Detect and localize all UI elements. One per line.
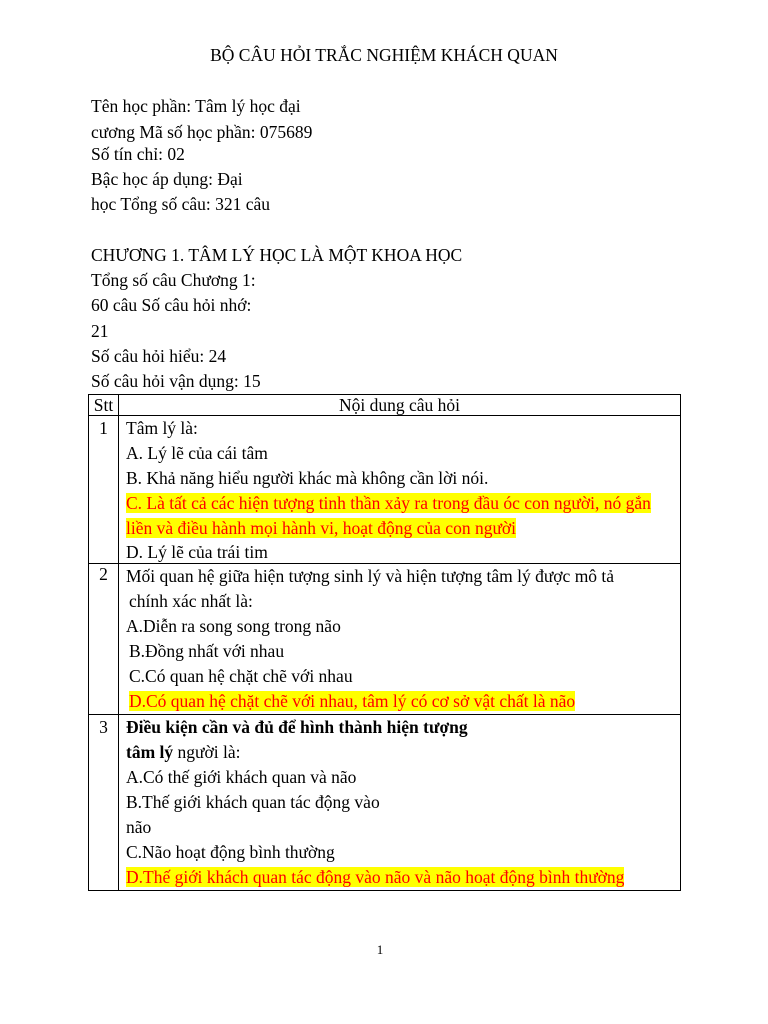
- option-c: C.Có quan hệ chặt chẽ với nhau: [129, 666, 353, 686]
- header-stt: Stt: [89, 395, 119, 416]
- option-b-line-2: não: [126, 817, 152, 837]
- chapter-info-line-5: Số câu hỏi vận dụng: 15: [91, 371, 261, 391]
- option-a: A.Diễn ra song song trong não: [126, 616, 341, 636]
- chapter-info-line-4: Số câu hỏi hiểu: 24: [91, 346, 227, 366]
- page-number: 1: [376, 942, 384, 957]
- course-info-line-2: cương Mã số học phần: 075689: [91, 122, 313, 142]
- table-header-row: [89, 395, 681, 416]
- document-title: BỘ CÂU HỎI TRẮC NGHIỆM KHÁCH QUAN: [210, 45, 558, 65]
- highlighted-answer: C. Là tất cả các hiện tượng tinh thần xảy ra trong đầu óc con người, nó gắn liền và điều hành mọi hành vi, hoạt động của con người: [126, 493, 651, 538]
- question-number: 3: [89, 715, 119, 891]
- question-content: [119, 416, 681, 564]
- course-info-line-4: Bậc học áp dụng: Đại: [91, 169, 243, 189]
- question-table: [88, 394, 681, 891]
- chapter-info-line-1: Tổng số câu Chương 1:: [91, 270, 256, 290]
- question-content: [119, 564, 681, 715]
- header-content: Nội dung câu hỏi: [119, 395, 681, 416]
- question-text-line-2: [119, 740, 680, 765]
- option-d: D. Lý lẽ của trái tim: [126, 542, 268, 562]
- table-row: [89, 564, 681, 715]
- course-info-line-1: Tên học phần: Tâm lý học đại: [91, 96, 301, 116]
- question-text: Tâm lý là:: [126, 418, 198, 438]
- option-d-answer: [119, 865, 680, 890]
- course-info-line-3: Số tín chỉ: 02: [91, 144, 185, 164]
- option-c-answer: [119, 491, 680, 541]
- question-text-rest: người là:: [173, 742, 241, 762]
- option-c: C.Não hoạt động bình thường: [126, 842, 335, 862]
- question-bold-term: tâm lý: [126, 742, 174, 762]
- table-row: [89, 715, 681, 891]
- question-number: 2: [89, 564, 119, 715]
- chapter-info-line-2: 60 câu Số câu hỏi nhớ:: [91, 295, 252, 315]
- chapter-title: CHƯƠNG 1. TÂM LÝ HỌC LÀ MỘT KHOA HỌC: [91, 245, 463, 265]
- option-a: A. Lý lẽ của cái tâm: [126, 443, 268, 463]
- option-b: B.Đồng nhất với nhau: [129, 641, 285, 661]
- question-text-line-2: chính xác nhất là:: [129, 591, 253, 611]
- option-b: B. Khả năng hiểu người khác mà không cần lời nói.: [126, 468, 489, 488]
- option-b-line-1: B.Thế giới khách quan tác động vào: [126, 792, 380, 812]
- table-row: [89, 416, 681, 564]
- option-a: A.Có thế giới khách quan và não: [126, 767, 357, 787]
- highlighted-answer: D.Thế giới khách quan tác động vào não và não hoạt động bình thường: [126, 867, 625, 887]
- chapter-info-line-3: 21: [91, 321, 109, 341]
- course-info-line-5: học Tổng số câu: 321 câu: [91, 194, 271, 214]
- question-content: [119, 715, 681, 891]
- question-text-line-1: Mối quan hệ giữa hiện tượng sinh lý và hiện tượng tâm lý được mô tả: [126, 566, 615, 586]
- question-text-line-1: Điều kiện cần và đủ để hình thành hiện tượng: [126, 717, 468, 737]
- option-d-answer: [119, 689, 680, 714]
- question-number: 1: [89, 416, 119, 564]
- highlighted-answer: D.Có quan hệ chặt chẽ với nhau, tâm lý có cơ sở vật chất là não: [129, 691, 576, 711]
